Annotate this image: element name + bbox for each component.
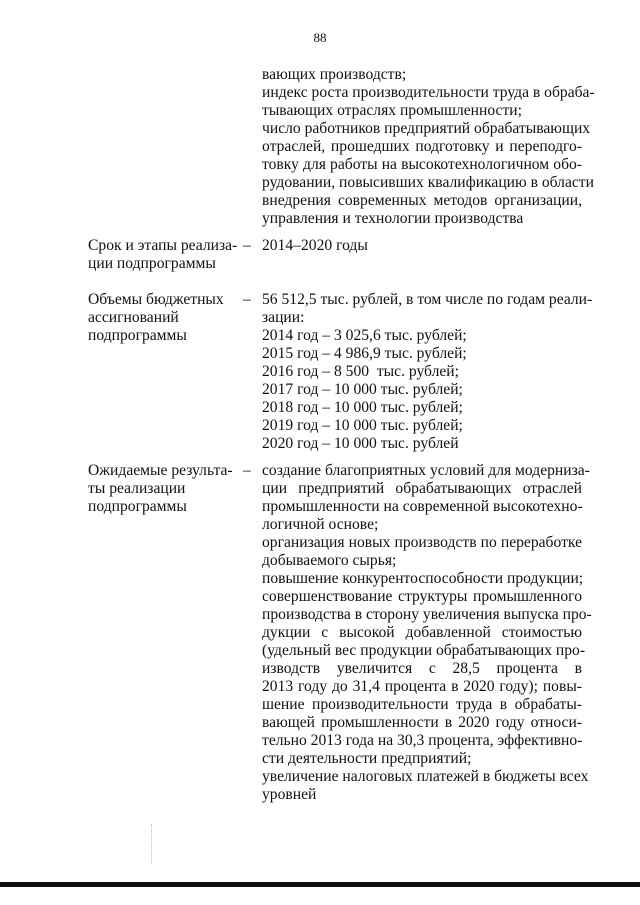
- section-label-line: ассигнований: [88, 309, 179, 326]
- section-value-line: 2020 год – 10 000 тыс. рублей: [262, 435, 459, 452]
- section-value-line: производства в сторону увеличения выпуска про-: [262, 606, 592, 623]
- intro-line: число работников предприятий обрабатывающих: [262, 120, 591, 137]
- section-value-line: (удельный вес продукции обрабатывающих про-: [262, 642, 586, 659]
- section-value-line: 2014–2020 годы: [262, 237, 368, 254]
- section-label-line: подпрограммы: [88, 498, 187, 515]
- section-value-line: организация новых производств по переработке: [262, 534, 582, 551]
- page-number: 88: [313, 30, 327, 45]
- section-value-line: вающей промышленности в 2020 году относи-: [262, 714, 582, 731]
- section-value-line: шение производительности труда в обрабаты-: [262, 696, 582, 713]
- section-value-line: промышленности на современной высокотехно-: [262, 498, 583, 515]
- intro-line: индекс роста производительности труда в обраба-: [262, 84, 595, 101]
- intro-line: внедрения современных методов организации,: [262, 192, 582, 209]
- section-dash: –: [243, 291, 251, 308]
- section-value-line: добываемого сырья;: [262, 552, 397, 569]
- section-value-line: 2013 году до 31,4 процента в 2020 году); повы-: [262, 678, 582, 695]
- section-value-line: увеличение налоговых платежей в бюджеты всех: [262, 768, 589, 785]
- section-value-line: 2019 год – 10 000 тыс. рублей;: [262, 417, 463, 434]
- section-value-line: 2016 год – 8 500 тыс. рублей;: [262, 363, 459, 380]
- intro-line: рудовании, повысивших квалификацию в области: [262, 174, 594, 191]
- section-value-line: уровней: [262, 786, 317, 803]
- section-value-line: повышение конкурентоспособности продукции;: [262, 570, 584, 587]
- section-value-line: зации:: [262, 309, 305, 326]
- section-value-line: 2018 год – 10 000 тыс. рублей;: [262, 399, 463, 416]
- section-value-line: сти деятельности предприятий;: [262, 750, 472, 767]
- section-value-line: дукции с высокой добавленной стоимостью: [262, 624, 582, 641]
- section-dash: –: [243, 462, 251, 479]
- section-value-line: тельно 2013 года на 30,3 процента, эффективно-: [262, 732, 583, 749]
- intro-line: вающих производств;: [262, 66, 407, 83]
- section-dash: –: [243, 237, 251, 254]
- intro-line: отраслей, прошедших подготовку и переподго-: [262, 138, 582, 155]
- section-label-line: ции подпрограммы: [88, 255, 216, 272]
- section-value-line: 56 512,5 тыс. рублей, в том числе по годам реали-: [262, 291, 593, 308]
- section-value-line: 2017 год – 10 000 тыс. рублей;: [262, 381, 463, 398]
- section-value-line: совершенствование структуры промышленного: [262, 588, 582, 605]
- section-value-line: 2014 год – 3 025,6 тыс. рублей;: [262, 327, 467, 344]
- intro-line: тывающих отраслях промышленности;: [262, 102, 522, 119]
- section-label-line: ты реализации: [88, 480, 186, 497]
- section-value-line: создание благоприятных условий для модерниза-: [262, 462, 590, 479]
- intro-line: товку для работы на высокотехнологичном обо-: [262, 156, 582, 173]
- bottom-rule: [0, 882, 640, 887]
- section-label-line: Срок и этапы реализа-: [88, 237, 238, 254]
- section-label-line: подпрограммы: [88, 327, 187, 344]
- section-label-line: Объемы бюджетных: [88, 291, 224, 308]
- section-value-line: 2015 год – 4 986,9 тыс. рублей;: [262, 345, 467, 362]
- section-label-line: Ожидаемые результа-: [88, 462, 233, 479]
- scan-artifact: [151, 824, 154, 864]
- section-value-line: логичной основе;: [262, 516, 379, 533]
- section-value-line: ции предприятий обрабатывающих отраслей: [262, 480, 582, 497]
- section-value-line: изводств увеличится с 28,5 процента в: [262, 660, 582, 677]
- intro-line: управления и технологии производства: [262, 210, 524, 227]
